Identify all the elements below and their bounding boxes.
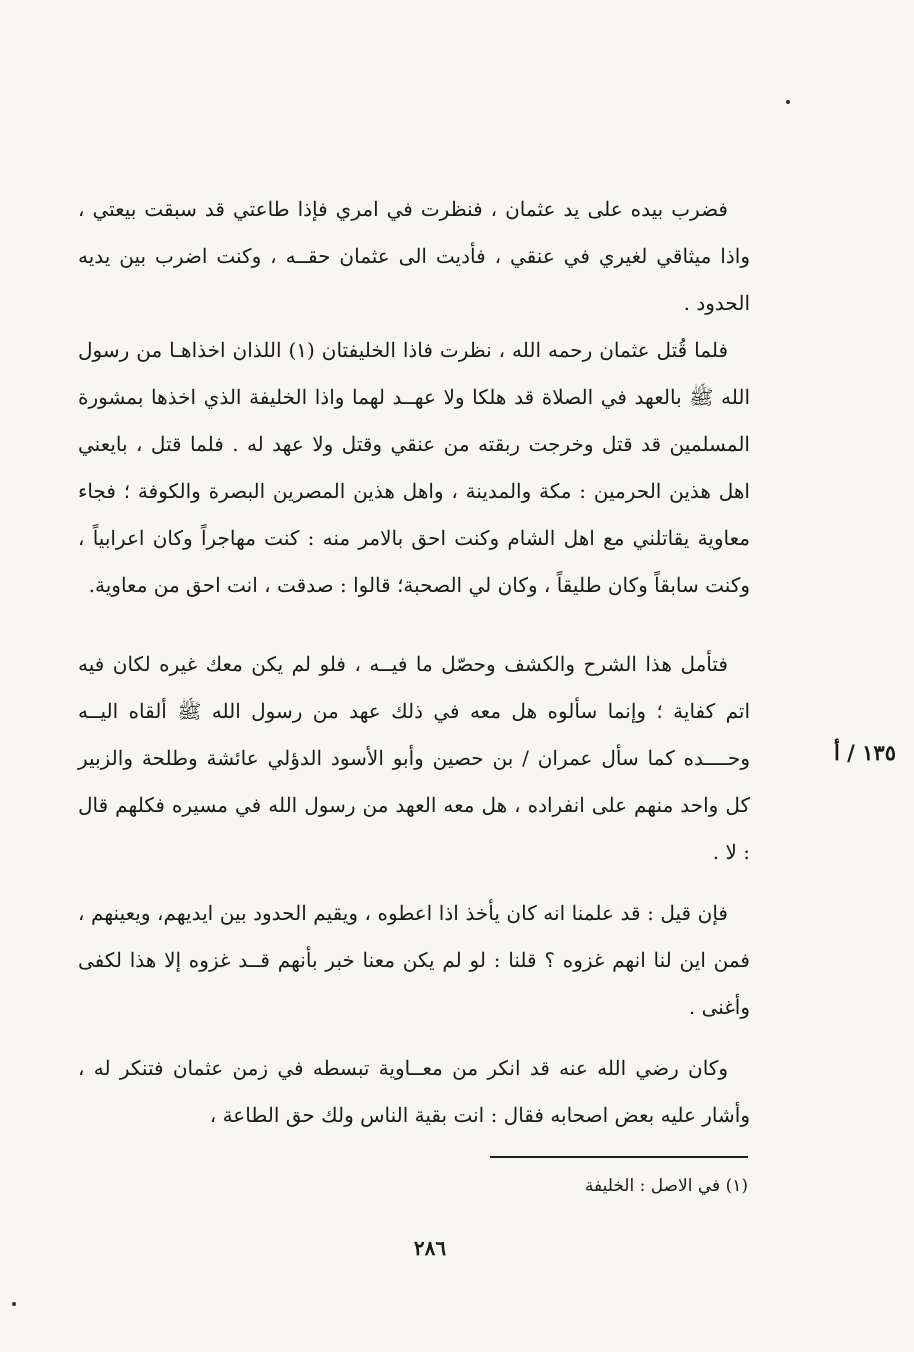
paragraph-3 bbox=[78, 641, 750, 876]
paragraph-text: فلما قُتل عثمان رحمه الله ، نظرت فاذا الخليفتان (١) اللذان اخذاهـا من رسول الله ﷺ بالعهد في الصلاة قد هلكا ولا عهــد لهما واذا الخليفة الذي اخذها بمشورة المسلمين قد قتل وخرجت ربقته من عنقي وقتل ولا عهد له . فلما قتل ، بايعني اهل هذين الحرمين : مكة والمدينة ، واهل هذين المصرين البصرة والكوفة ؛ فجاء معاوية يقاتلني مع اهل الشام وكنت احق بالامر منه : كنت مهاجراً وكان اعرابياً ، وكنت سابقاً وكان طليقاً ، وكان لي الصحبة؛ قالوا : صدقت ، انت احق من معاوية. bbox=[78, 338, 750, 597]
paragraph-text: وكان رضي الله عنه قد انكر من معــاوية تبسطه في زمن عثمان فتنكر له ، وأشار عليه بعض اصحابه فقال : انت بقية الناس ولك حق الطاعة ، bbox=[78, 1056, 750, 1127]
paragraph-2 bbox=[78, 327, 750, 609]
page-number: ٢٨٦ bbox=[413, 1236, 447, 1260]
paragraph-text: فإن قيل : قد علمنا انه كان يأخذ اذا اعطوه ، ويقيم الحدود بين ايديهم، ويعينهم ، فمن اين لنا انهم غزوه ؟ قلنا : لو لم يكن معنا خبر بأنهم قــد غزوه إلا هذا لكفى وأغنى . bbox=[78, 901, 750, 1019]
paper-speck bbox=[12, 1302, 16, 1306]
footnote: (١) في الاصل : الخليفة bbox=[584, 1176, 748, 1196]
folio-marginal-note: ١٣٥ / أ bbox=[834, 740, 896, 765]
paragraph-1 bbox=[78, 186, 750, 327]
paper-speck bbox=[786, 100, 790, 104]
paragraph-4 bbox=[78, 890, 750, 1031]
footnote-divider bbox=[490, 1156, 748, 1158]
paragraph-text: فتأمل هذا الشرح والكشف وحصّل ما فيــه ، فلو لم يكن معك غيره لكان فيه اتم كفاية ؛ وإنما سألوه هل معه في ذلك عهد من رسول الله ﷺ ألقاه اليــه وحــــده كما سأل عمران / بن حصين وأبو الأسود الدؤلي عائشة وطلحة والزبير كل واحد منهم على انفراده ، هل معه العهد من رسول الله في مسيره فكلهم قال : لا . bbox=[78, 652, 750, 864]
paragraph-text: فضرب بيده على يد عثمان ، فنظرت في امري فإذا طاعتي قد سبقت بيعتي ، واذا ميثاقي لغيري في عنقي ، فأديت الى عثمان حقــه ، وكنت اضرب بين يديه الحدود . bbox=[78, 197, 750, 315]
paragraph-5 bbox=[78, 1045, 750, 1139]
